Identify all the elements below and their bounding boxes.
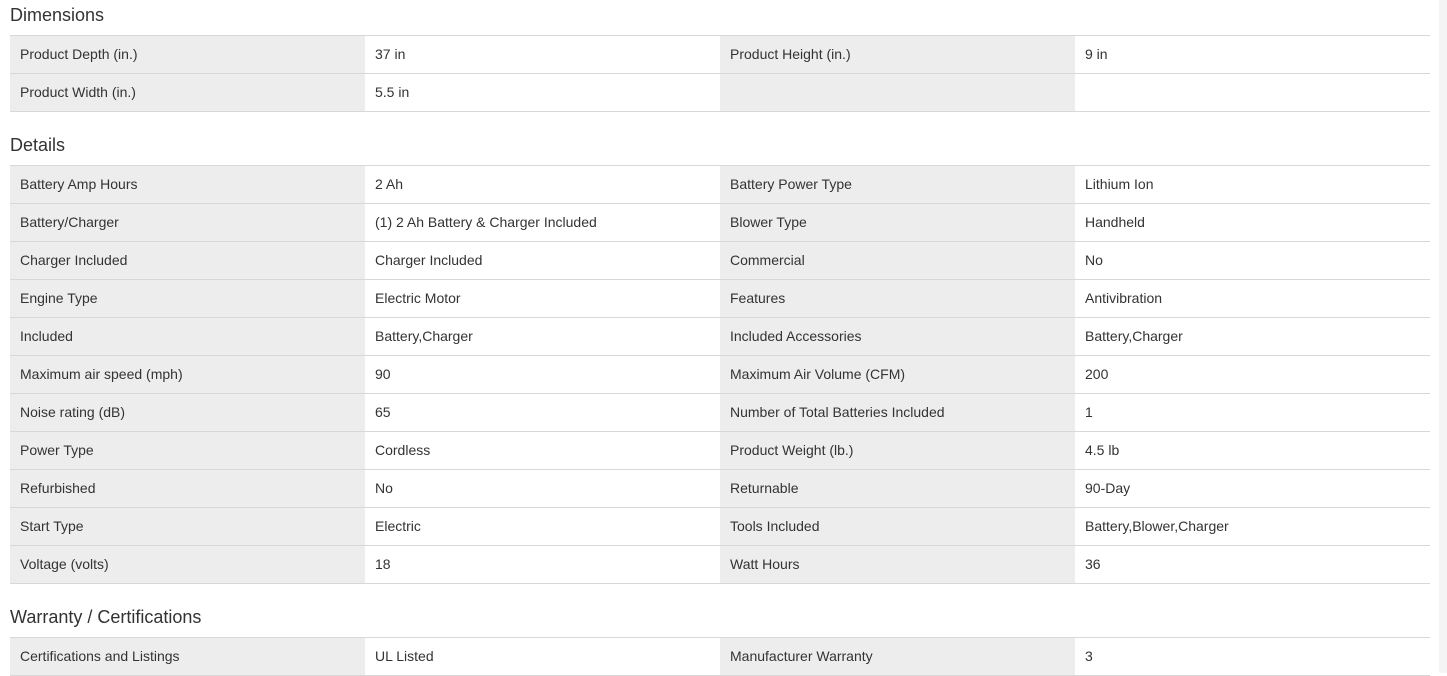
spec-value: 90-Day bbox=[1075, 470, 1430, 507]
spec-label: Charger Included bbox=[10, 242, 365, 279]
spec-label: Included bbox=[10, 318, 365, 355]
details-table bbox=[10, 165, 1430, 584]
spec-row bbox=[10, 470, 1430, 508]
section-title-details: Details bbox=[10, 135, 66, 155]
spec-label: Product Height (in.) bbox=[720, 36, 1075, 73]
spec-row bbox=[10, 242, 1430, 280]
section-title-dimensions: Dimensions bbox=[10, 5, 105, 25]
spec-label: Product Weight (lb.) bbox=[720, 432, 1075, 469]
specifications-panel bbox=[10, 0, 1430, 676]
spec-value: 65 bbox=[365, 394, 720, 431]
spec-value bbox=[1075, 74, 1430, 111]
spec-row bbox=[10, 546, 1430, 584]
spec-value: Battery,Blower,Charger bbox=[1075, 508, 1430, 545]
warranty-table bbox=[10, 637, 1430, 676]
spec-row bbox=[10, 432, 1430, 470]
spec-value: 200 bbox=[1075, 356, 1430, 393]
spec-value: No bbox=[1075, 242, 1430, 279]
spec-label: Battery Power Type bbox=[720, 166, 1075, 203]
spec-value: 3 bbox=[1075, 638, 1430, 675]
spec-value: 37 in bbox=[365, 36, 720, 73]
spec-label: Included Accessories bbox=[720, 318, 1075, 355]
spec-value: 1 bbox=[1075, 394, 1430, 431]
spec-label: Commercial bbox=[720, 242, 1075, 279]
spec-label: Watt Hours bbox=[720, 546, 1075, 583]
spec-label: Maximum air speed (mph) bbox=[10, 356, 365, 393]
spec-value: Electric bbox=[365, 508, 720, 545]
spec-value: (1) 2 Ah Battery & Charger Included bbox=[365, 204, 720, 241]
spec-label: Battery/Charger bbox=[10, 204, 365, 241]
spec-value: 90 bbox=[365, 356, 720, 393]
spec-value: Handheld bbox=[1075, 204, 1430, 241]
spec-value: Battery,Charger bbox=[365, 318, 720, 355]
spec-label: Tools Included bbox=[720, 508, 1075, 545]
spec-row bbox=[10, 166, 1430, 204]
spec-label: Product Depth (in.) bbox=[10, 36, 365, 73]
spec-value: 9 in bbox=[1075, 36, 1430, 73]
spec-label: Refurbished bbox=[10, 470, 365, 507]
spec-label: Voltage (volts) bbox=[10, 546, 365, 583]
spec-row bbox=[10, 318, 1430, 356]
spec-value: Cordless bbox=[365, 432, 720, 469]
spec-label: Manufacturer Warranty bbox=[720, 638, 1075, 675]
spec-label: Noise rating (dB) bbox=[10, 394, 365, 431]
spec-value: Lithium Ion bbox=[1075, 166, 1430, 203]
spec-value: 18 bbox=[365, 546, 720, 583]
spec-label: Battery Amp Hours bbox=[10, 166, 365, 203]
spec-value: No bbox=[365, 470, 720, 507]
scrollbar-track[interactable] bbox=[1439, 0, 1447, 673]
spec-value: 36 bbox=[1075, 546, 1430, 583]
spec-label bbox=[720, 74, 1075, 111]
spec-value: UL Listed bbox=[365, 638, 720, 675]
spec-row bbox=[10, 74, 1430, 112]
spec-label: Product Width (in.) bbox=[10, 74, 365, 111]
spec-label: Start Type bbox=[10, 508, 365, 545]
spec-value: 2 Ah bbox=[365, 166, 720, 203]
spec-row bbox=[10, 204, 1430, 242]
spec-row bbox=[10, 280, 1430, 318]
section-title-warranty: Warranty / Certifications bbox=[10, 607, 202, 627]
spec-label: Maximum Air Volume (CFM) bbox=[720, 356, 1075, 393]
spec-label: Features bbox=[720, 280, 1075, 317]
spec-row bbox=[10, 638, 1430, 676]
spec-value: Battery,Charger bbox=[1075, 318, 1430, 355]
spec-row bbox=[10, 394, 1430, 432]
spec-value: Antivibration bbox=[1075, 280, 1430, 317]
spec-label: Power Type bbox=[10, 432, 365, 469]
spec-label: Number of Total Batteries Included bbox=[720, 394, 1075, 431]
spec-row bbox=[10, 356, 1430, 394]
spec-row bbox=[10, 508, 1430, 546]
spec-value: Electric Motor bbox=[365, 280, 720, 317]
spec-label: Blower Type bbox=[720, 204, 1075, 241]
spec-row bbox=[10, 36, 1430, 74]
spec-label: Returnable bbox=[720, 470, 1075, 507]
spec-label: Certifications and Listings bbox=[10, 638, 365, 675]
spec-value: 4.5 lb bbox=[1075, 432, 1430, 469]
spec-label: Engine Type bbox=[10, 280, 365, 317]
spec-value: 5.5 in bbox=[365, 74, 720, 111]
dimensions-table bbox=[10, 35, 1430, 112]
spec-value: Charger Included bbox=[365, 242, 720, 279]
